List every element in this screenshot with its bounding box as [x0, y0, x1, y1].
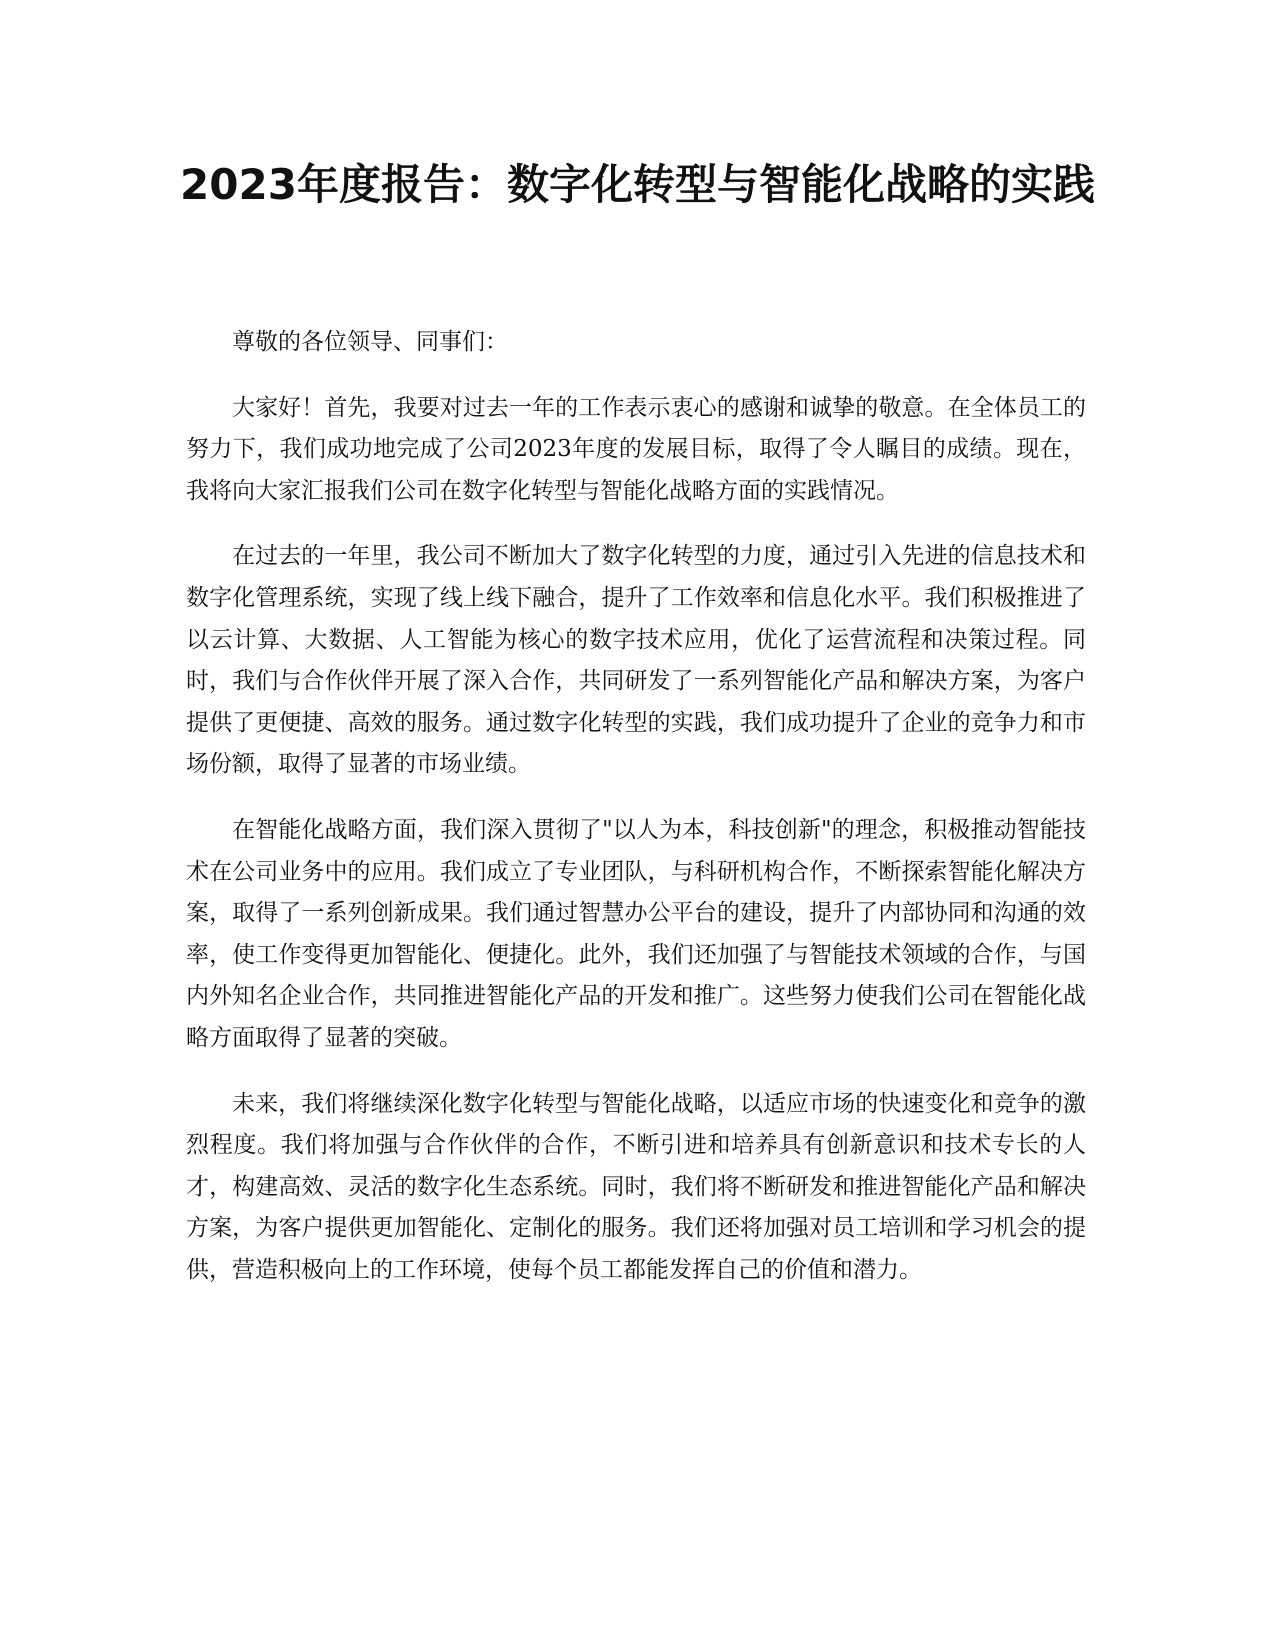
body-paragraph-2: 在过去的一年里，我公司不断加大了数字化转型的力度，通过引入先进的信息技术和数字化管理系统，实现了线上线下融合，提升了工作效率和信息化水平。我们积极推进了以云计算、大数据、人工智能为核心的数字技术应用，优化了运营流程和决策过程。同时，我们与合作伙伴开展了深入合作，共同研发了一系列智能化产品和解决方案，为客户提供了更便捷、高效的服务。通过数字化转型的实践，我们成功提升了企业的竞争力和市场份额，取得了显著的市场业绩。	[186, 543, 1086, 778]
body-paragraph-1: 大家好！首先，我要对过去一年的工作表示衷心的感谢和诚挚的敬意。在全体员工的努力下，我们成功地完成了公司2023年度的发展目标，取得了令人瞩目的成绩。现在，我将向大家汇报我们公司在数字化转型与智能化战略方面的实践情况。	[186, 394, 1086, 504]
salutation-paragraph: 尊敬的各位领导、同事们：	[232, 329, 508, 355]
document-title: 2023年度报告：数字化转型与智能化战略的实践	[180, 160, 1095, 209]
body-paragraph-4: 未来，我们将继续深化数字化转型与智能化战略，以适应市场的快速变化和竞争的激烈程度。我们将加强与合作伙伴的合作，不断引进和培养具有创新意识和技术专长的人才，构建高效、灵活的数字化生态系统。同时，我们将不断研发和推进智能化产品和解决方案，为客户提供更加智能化、定制化的服务。我们还将加强对员工培训和学习机会的提供，营造积极向上的工作环境，使每个员工都能发挥自己的价值和潜力。	[186, 1090, 1086, 1283]
body-paragraph-3: 在智能化战略方面，我们深入贯彻了"以人为本，科技创新"的理念，积极推动智能技术在公司业务中的应用。我们成立了专业团队，与科研机构合作，不断探索智能化解决方案，取得了一系列创新成果。我们通过智慧办公平台的建设，提升了内部协同和沟通的效率，使工作变得更加智能化、便捷化。此外，我们还加强了与智能技术领域的合作，与国内外知名企业合作，共同推进智能化产品的开发和推广。这些努力使我们公司在智能化战略方面取得了显著的突破。	[186, 816, 1086, 1051]
document-body	[186, 322, 1086, 1315]
